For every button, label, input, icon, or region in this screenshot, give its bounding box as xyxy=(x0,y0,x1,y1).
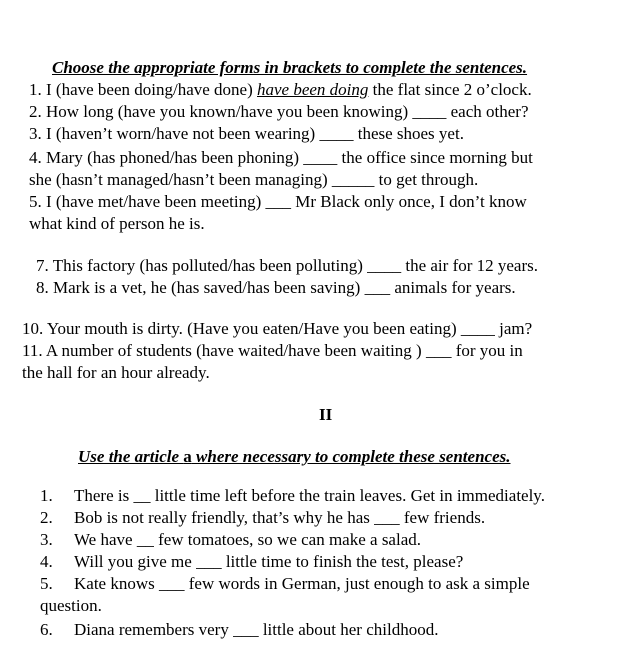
item-text: Bob is not really friendly, that’s why he has ___ few friends. xyxy=(74,508,486,527)
article-item-3 xyxy=(40,529,421,551)
item-text: We have __ few tomatoes, so we can make a salad. xyxy=(74,530,421,549)
article-item-1 xyxy=(40,485,545,507)
part2-title-pre: Use the article xyxy=(78,447,184,466)
item-number: 4. xyxy=(40,552,53,571)
item-number: 1. xyxy=(40,486,53,505)
item-text: Kate knows ___ few words in German, just enough to ask a simple xyxy=(74,574,530,593)
sentence-8: 8. Mark is a vet, he (has saved/has been saving) ___ animals for years. xyxy=(36,278,516,297)
item-number: 2. xyxy=(40,508,53,527)
sentence-4-cont: she (hasn’t managed/hasn’t been managing) _____ to get through. xyxy=(29,170,479,189)
sentence-4: 4. Mary (has phoned/has been phoning) ____ the office since morning but xyxy=(29,148,533,167)
article-item-2 xyxy=(40,507,485,529)
sentence-5: 5. I (have met/have been meeting) ___ Mr Black only once, I don’t know xyxy=(29,192,527,211)
sentence-1-pre: 1. I (have been doing/have done) xyxy=(29,80,257,99)
sentence-1-answer: have been doing xyxy=(257,80,369,99)
item-text: There is __ little time left before the train leaves. Get in immediately. xyxy=(74,486,545,505)
sentence-1-post: the flat since 2 o’clock. xyxy=(368,80,532,99)
sentence-11: 11. A number of students (have waited/have been waiting ) ___ for you in xyxy=(22,341,523,360)
item-text: question. xyxy=(40,596,102,615)
sentence-1 xyxy=(29,79,532,101)
item-number: 3. xyxy=(40,530,53,549)
sentence-11-cont: the hall for an hour already. xyxy=(22,363,210,382)
sentence-7: 7. This factory (has polluted/has been polluting) ____ the air for 12 years. xyxy=(36,256,539,275)
sentence-2: 2. How long (have you known/have you been knowing) ____ each other? xyxy=(29,102,529,121)
item-number: 5. xyxy=(40,574,53,593)
part2-title-post: where necessary to complete these sentences. xyxy=(191,447,511,466)
part2-title-article: a xyxy=(183,447,192,466)
sentence-5-cont: what kind of person he is. xyxy=(29,214,205,233)
article-item-5-cont xyxy=(40,595,102,617)
item-number: 6. xyxy=(40,620,53,639)
article-item-5 xyxy=(40,573,530,595)
section-number: II xyxy=(319,405,333,424)
article-item-4 xyxy=(40,551,463,573)
part2-title xyxy=(78,446,511,468)
part1-title: Choose the appropriate forms in brackets to complete the sentences. xyxy=(52,58,528,77)
item-text: Diana remembers very ___ little about her childhood. xyxy=(74,620,439,639)
item-text: Will you give me ___ little time to finish the test, please? xyxy=(74,552,464,571)
sentence-10: 10. Your mouth is dirty. (Have you eaten/Have you been eating) ____ jam? xyxy=(22,319,533,338)
article-item-6 xyxy=(40,619,438,641)
sentence-3: 3. I (haven’t worn/have not been wearing) ____ these shoes yet. xyxy=(29,124,464,143)
